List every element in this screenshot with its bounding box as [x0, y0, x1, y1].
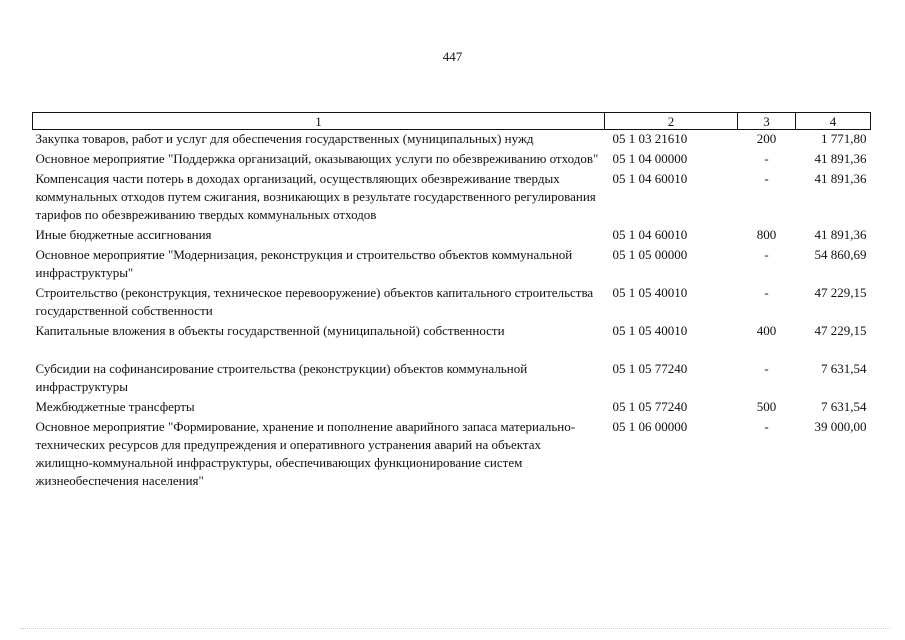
row-expense-type: - [764, 247, 769, 262]
row-expense-type: 500 [756, 399, 777, 414]
table-row [33, 246, 871, 284]
row-name: Основное мероприятие "Модернизация, реконструкция и строительство объектов коммунальной инфраструктуры" [35, 247, 573, 280]
budget-table [32, 112, 871, 492]
row-expense-type: - [764, 151, 769, 166]
page-number: 447 [442, 49, 463, 64]
header-col-2: 2 [605, 113, 738, 130]
row-code: 05 1 04 60010 [612, 227, 688, 242]
row-amount: 41 891,36 [814, 227, 867, 242]
row-name: Закупка товаров, работ и услуг для обеспечения государственных (муниципальных) нужд [35, 131, 534, 146]
row-name: Основное мероприятие "Формирование, хранение и пополнение аварийного запаса материально-технических ресурсов для предупреждения и оперативного устранения аварий на объектах жилищно-коммунальной инфраструктуры, обеспечивающих функционирование систем жизнеобеспечения населения" [35, 419, 576, 488]
spacer-row [33, 342, 871, 360]
row-code: 05 1 05 40010 [612, 285, 688, 300]
row-amount: 41 891,36 [814, 171, 867, 186]
header-col-1: 1 [33, 113, 605, 130]
row-amount: 54 860,69 [814, 247, 867, 262]
row-code: 05 1 06 00000 [612, 419, 688, 434]
row-code: 05 1 05 40010 [612, 323, 688, 338]
table-row [33, 418, 871, 492]
table-row [33, 150, 871, 170]
row-expense-type: - [764, 361, 769, 376]
row-amount: 7 631,54 [821, 361, 867, 376]
row-amount: 1 771,80 [821, 131, 867, 146]
row-expense-type: 400 [756, 323, 777, 338]
table-row [33, 170, 871, 226]
row-code: 05 1 03 21610 [612, 131, 688, 146]
row-name: Строительство (реконструкция, техническое перевооружение) объектов капитального строительства государственной собственности [35, 285, 594, 318]
row-expense-type: - [764, 285, 769, 300]
header-col-4: 4 [796, 113, 871, 130]
row-expense-type: 800 [756, 227, 777, 242]
row-expense-type: - [764, 171, 769, 186]
row-code: 05 1 05 00000 [612, 247, 688, 262]
table-row [33, 130, 871, 151]
table-row [33, 226, 871, 246]
row-expense-type: - [764, 419, 769, 434]
row-code: 05 1 04 60010 [612, 171, 688, 186]
row-name: Капитальные вложения в объекты государственной (муниципальной) собственности [35, 323, 505, 338]
table-row [33, 322, 871, 342]
row-name: Основное мероприятие "Поддержка организаций, оказывающих услуги по обезвреживанию отходов" [35, 151, 599, 166]
header-col-3: 3 [738, 113, 796, 130]
table-row [33, 284, 871, 322]
row-amount: 7 631,54 [821, 399, 867, 414]
row-amount: 41 891,36 [814, 151, 867, 166]
row-expense-type: 200 [756, 131, 777, 146]
row-code: 05 1 04 00000 [612, 151, 688, 166]
row-code: 05 1 05 77240 [612, 399, 688, 414]
row-name: Компенсация части потерь в доходах организаций, осуществляющих обезвреживание твердых коммунальных отходов путем сжигания, возникающих в результате государственного регулирования тарифов по обезвреживанию твердых коммунальных отходов [35, 171, 596, 222]
row-amount: 47 229,15 [814, 323, 867, 338]
row-amount: 39 000,00 [814, 419, 867, 434]
row-name: Субсидии на софинансирование строительства (реконструкции) объектов коммунальной инфраструктуры [35, 361, 528, 394]
row-code: 05 1 05 77240 [612, 361, 688, 376]
scan-noise-line [20, 628, 890, 629]
table-row [33, 398, 871, 418]
row-amount: 47 229,15 [814, 285, 867, 300]
header-row [33, 113, 871, 130]
table-row [33, 360, 871, 398]
row-name: Межбюджетные трансферты [35, 399, 195, 414]
row-name: Иные бюджетные ассигнования [35, 227, 212, 242]
